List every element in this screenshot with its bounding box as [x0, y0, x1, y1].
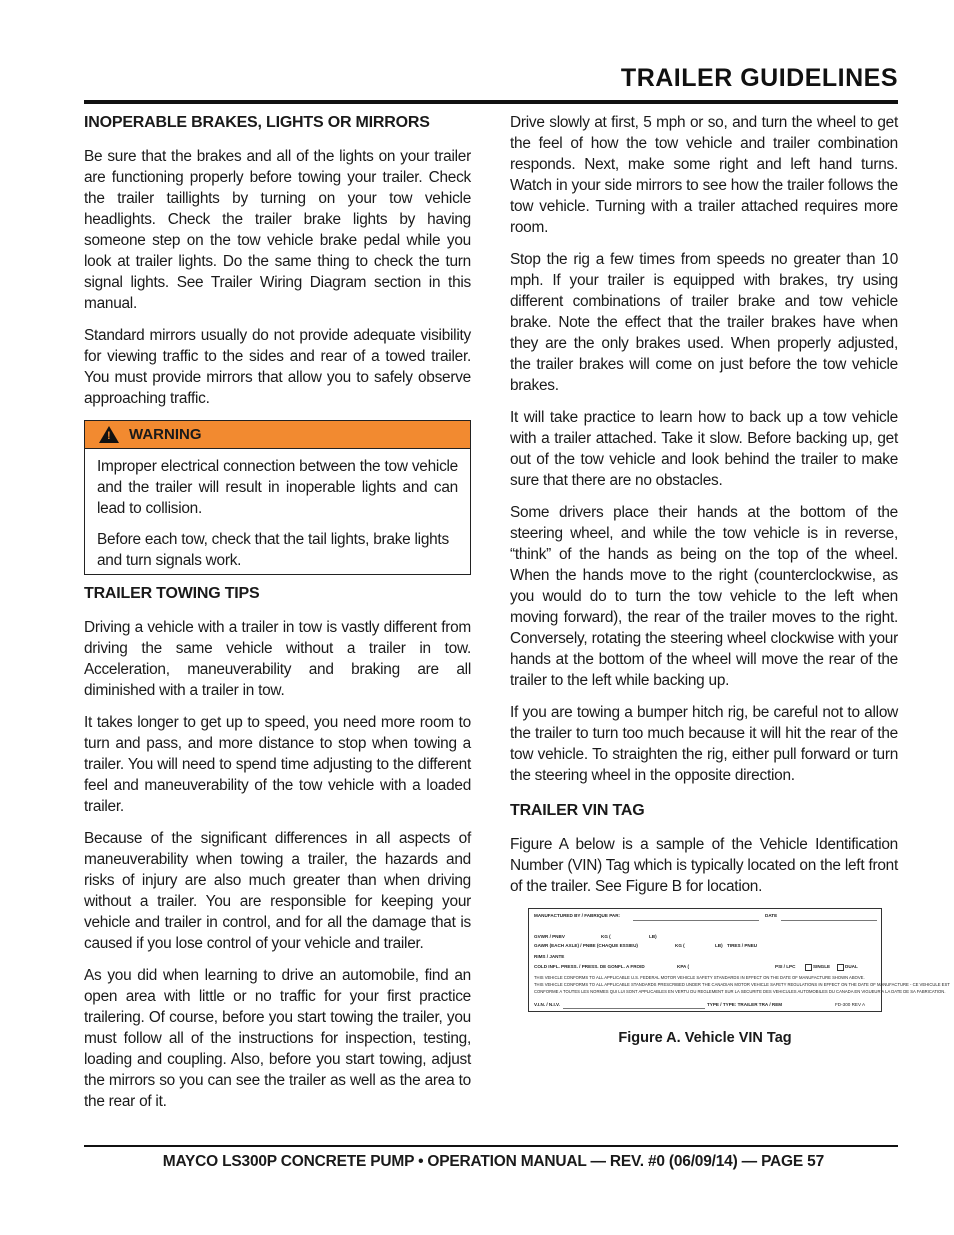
vin-dual: DUAL — [845, 964, 858, 969]
vin-gvwr: GVWR / PNBV — [534, 934, 565, 939]
vin-type: TYPE / TYPE: TRAILER TRA / REM — [707, 1002, 783, 1007]
warning-triangle-icon: ! — [99, 426, 119, 443]
vin-gawr: GAWR (EACH AXLE) / PNBE (CHAQUE ESSIEU) — [534, 943, 638, 948]
vin-kg: KG ( — [675, 943, 685, 948]
vin-tires: TIRES / PNEU — [727, 943, 758, 948]
paragraph: It takes longer to get up to speed, you need more room to turn and pass, and more distance to stop when towing a trailer. You will need to spend time adjusting to the different feel and maneuverability of the tow vehicle with a loaded trailer. — [84, 714, 471, 815]
title-rule — [84, 100, 898, 104]
vin-psi: PSI / LPC — [775, 964, 796, 969]
paragraph: As you did when learning to drive an automobile, find an open area with little or no traffic for your first practice trailering. Of course, before you start towing the trailer, you must follow all of the instructions for inspection, testing, loading and coupling. Also, before you start towing, adjust the mirrors so you can see the trailer as well as the area to the rear of it. — [84, 967, 471, 1110]
vin-form-number: FD-300 REV A — [835, 1002, 866, 1007]
vin-field-line — [633, 920, 759, 921]
page-footer: MAYCO LS300P CONCRETE PUMP • OPERATION MANUAL — REV. #0 (06/09/14) — PAGE 57 — [162, 1153, 824, 1170]
warning-label: WARNING — [129, 426, 202, 443]
paragraph: Figure A below is a sample of the Vehicle Identification Number (VIN) Tag which is typically located on the left front of the trailer. See Figure B for location. — [510, 836, 898, 895]
vin-rims: RIMS / JANTE — [534, 954, 565, 959]
section-heading-vin-tag: TRAILER VIN TAG — [510, 802, 645, 819]
paragraph: Some drivers place their hands at the bottom of the steering wheel, and while the tow vehicle is in reverse, “think” of the hands as being on the top of the wheel. When the hands move to the right (counterclockwise, as you would do to turn the tow vehicle to the left when moving forward), the rear of the trailer moves to the right. Conversely, rotating the steering wheel clockwise with your hands at the bottom of the wheel will move the rear of the trailer to the left while backing up. — [510, 504, 898, 689]
vin-cold-infl: COLD INFL. PRESS. / PRESS. DE GONFL. A FROID — [534, 964, 645, 969]
vin-date: DATE — [765, 913, 778, 918]
vin-lb: LB) — [649, 934, 657, 939]
page-title: TRAILER GUIDELINES — [620, 64, 898, 92]
warning-text: Before each tow, check that the tail lights, brake lights and turn signals work. — [97, 531, 449, 569]
vin-field-line — [781, 920, 877, 921]
paragraph: If you are towing a bumper hitch rig, be careful not to allow the trailer to turn too much because it will hit the rear of the tow vehicle. To straighten the rig, either pull forward or turn the steering wheel in the opposite direction. — [510, 704, 898, 784]
section-heading-towing-tips: TRAILER TOWING TIPS — [84, 585, 260, 602]
vin-cert-text: CONFORME A TOUTES LES NORMES QUI LUI SONT APPLICABLES EN VERTU DU REGLEMENT SUR LA SECURITE DES VEHICULES AUTOMOBILES DU CANADA EN VIGUEUR A LA DATE DE SA FABRICATION. — [534, 989, 946, 994]
left-column — [84, 112, 471, 1123]
vin-field-line — [563, 1008, 705, 1009]
vin-number: V.I.N. / N.I.V. — [534, 1002, 560, 1007]
paragraph: Standard mirrors usually do not provide adequate visibility for viewing traffic to the sides and rear of a towed trailer. You must provide mirrors that allow you to safely observe approaching traffic. — [84, 327, 471, 407]
vin-cert-text: THIS VEHICLE CONFORMS TO ALL APPLICABLE U.S. FEDERAL MOTOR VEHICLE SAFETY STANDARDS IN EFFECT ON THE DATE OF MANUFACTURE SHOWN ABOVE. — [534, 975, 865, 980]
vin-lb: LB) — [715, 943, 723, 948]
paragraph: Drive slowly at first, 5 mph or so, and turn the wheel to get the feel of how the tow vehicle and trailer combination responds. Next, make some right and left hand turns. Watch in your side mirrors to see how the trailer follows the tow vehicle. Turning with a trailer attached requires more room. — [510, 114, 898, 236]
warning-box — [84, 420, 471, 575]
paragraph: Stop the rig a few times from speeds no greater than 10 mph. If your trailer is equipped with brakes, try using different combinations of trailer brake and tow vehicle brake. Note the effect that the trailer brakes have when they are the only brakes used. When properly adjusted, the trailer brakes will come on just before the tow vehicle brakes. — [510, 251, 898, 394]
dual-checkbox — [837, 964, 844, 971]
paragraph: It will take practice to learn how to back up a tow vehicle with a trailer attached. Take it slow. Before backing up, get out of the tow vehicle and look behind the trailer to make sure that there are no obstacles. — [510, 409, 898, 489]
paragraph: Because of the significant differences in all aspects of maneuverability when towing a trailer, the hazards and risks of injury are also much greater than when driving without a trailer. You are responsible for keeping your vehicle and trailer in control, and for all the damage that is caused if you lose control of your vehicle and trailer. — [84, 830, 471, 952]
paragraph: Driving a vehicle with a trailer in tow is vastly different from driving the same vehicle without a trailer in tow. Acceleration, maneuverability and braking are all diminished with a trailer in tow. — [84, 619, 471, 699]
section-heading-inoperable: INOPERABLE BRAKES, LIGHTS OR MIRRORS — [84, 114, 430, 131]
figure-caption: Figure A. Vehicle VIN Tag — [618, 1030, 792, 1046]
paragraph: Be sure that the brakes and all of the lights on your trailer are functioning properly before towing your trailer. Check the trailer taillights by turning on your tow vehicle headlights. Check the trailer brake lights by having someone step on the tow vehicle brake pedal while you look at trailer lights. Do the same thing to check the turn signal lights. See Trailer Wiring Diagram section in this manual. — [84, 148, 471, 312]
right-column — [510, 112, 898, 908]
vin-kg: KG ( — [601, 934, 611, 939]
single-checkbox — [805, 964, 812, 971]
warning-text: Improper electrical connection between the tow vehicle and the trailer will result in inoperable lights and can lead to collision. — [97, 458, 458, 517]
vin-single: SINGLE — [813, 964, 831, 969]
vin-kpa: KPA ( — [677, 964, 689, 969]
vin-cert-text: THIS VEHICLE CONFORMS TO ALL APPLICABLE STANDARDS PRESCRIBED UNDER THE CANADIAN MOTOR VEHICLE SAFETY REGULATIONS IN EFFECT ON THE DATE OF MANUFACTURE - CE VEHICULE EST — [534, 982, 950, 987]
warning-header — [85, 421, 470, 449]
vin-tag-figure — [528, 908, 950, 1012]
vin-manufactured-by: MANUFACTURED BY / FABRIQUE PAR: — [534, 913, 621, 918]
footer-rule — [84, 1145, 898, 1147]
warning-body — [85, 449, 470, 571]
